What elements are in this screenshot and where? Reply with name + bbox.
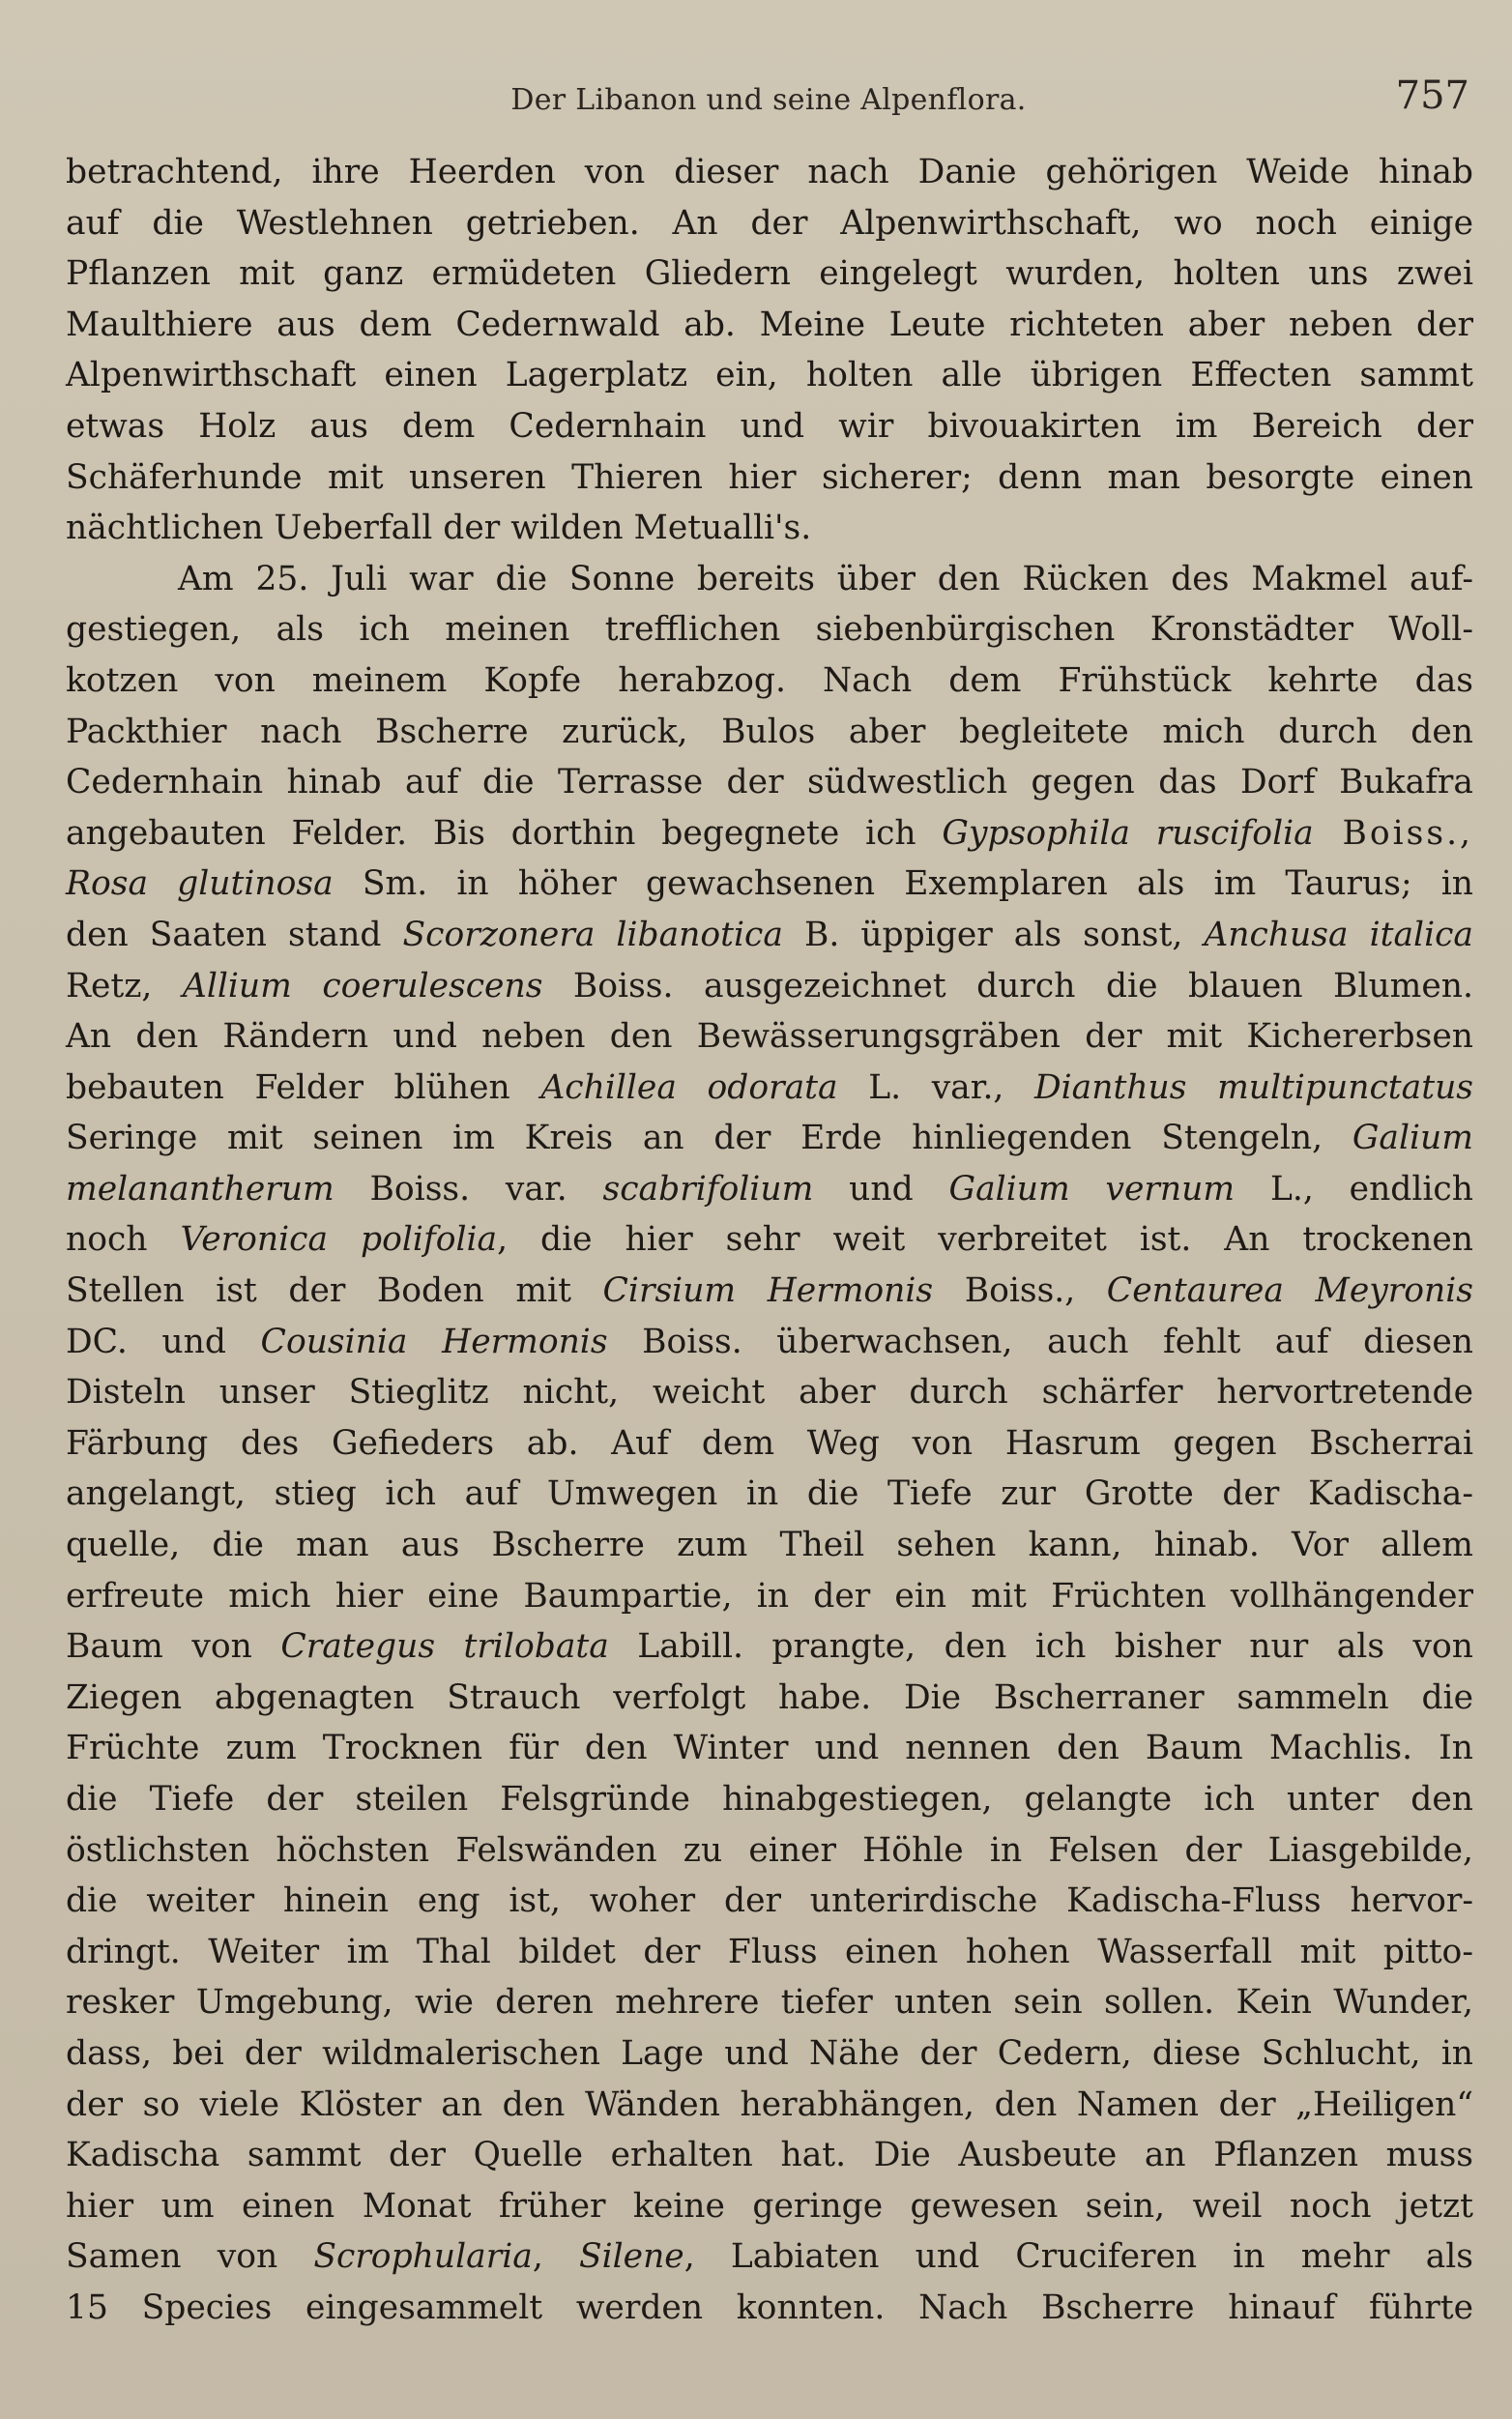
species-name: Allium coerulescens (182, 966, 543, 1005)
text-line: die Tiefe der steilen Felsgründe hinabgestiegen, gelangte ich unter den (66, 1780, 1473, 1819)
species-name: scabrifolium (602, 1169, 814, 1209)
text-line: der so viele Klöster an den Wänden herabhängen, den Namen der „Heiligen“ (66, 2084, 1473, 2124)
text-line: Maulthiere aus dem Cedernwald ab. Meine Leute richteten aber neben der (66, 305, 1473, 344)
species-name: Scrophularia (313, 2237, 533, 2277)
text-line: kotzen von meinem Kopfe herabzog. Nach dem Frühstück kehrte das (66, 660, 1473, 700)
text-line: 15 Species eingesammelt werden konnten. Nach Bscherre hinauf führte (66, 2288, 1473, 2327)
text-run: Labill. prangte, den ich bisher nur als von (608, 1627, 1473, 1667)
text-run: Stellen ist der Boden mit (66, 1271, 603, 1311)
species-name: Gypsophila ruscifolia (942, 813, 1314, 853)
page-number: 757 (1395, 73, 1469, 118)
text-line: Färbung des Gefieders ab. Auf dem Weg von Hasrum gegen Bscherrai (66, 1423, 1473, 1463)
text-run: B. üppiger als sonst, (782, 915, 1205, 954)
text-line (66, 1317, 1473, 1368)
text-line: betrachtend, ihre Heerden von dieser nach Danie gehörigen Weide hinab (66, 153, 1473, 191)
text-line: Cedernhain hinab auf die Terrasse der südwestlich gegen das Dorf Bukafra (66, 763, 1473, 802)
text-run: L., endlich (1235, 1169, 1473, 1209)
text-run: Seringe mit seinen im Kreis an der Erde hinliegenden Stengeln, (66, 1119, 1352, 1158)
text-line: dringt. Weiter im Thal bildet der Fluss einen hohen Wasserfall mit pitto- (66, 1932, 1473, 1971)
text-line: östlichsten höchsten Felswänden zu einer Höhle in Felsen der Liasgebilde, (66, 1830, 1473, 1870)
text-line: etwas Holz aus dem Cedernhain und wir bivouakirten im Bereich der (66, 406, 1473, 446)
species-name: Veronica polifolia (180, 1220, 498, 1260)
text-line: Ziegen abgenagten Strauch verfolgt habe. Die Bscherraner sammeln die (66, 1677, 1473, 1717)
text-run: Boiss. var. (334, 1169, 603, 1209)
text-run: Boiss., (933, 1271, 1107, 1311)
text-line: Kadischa sammt der Quelle erhalten hat. Die Ausbeute an Pflanzen muss (66, 2136, 1473, 2175)
species-name: Rosa glutinosa (66, 864, 334, 904)
text-line: Pflanzen mit ganz ermüdeten Gliedern eingelegt wurden, holten uns zwei (66, 254, 1473, 294)
text-run: Samen von (66, 2237, 314, 2277)
text-line: resker Umgebung, wie deren mehrere tiefer unten sein sollen. Kein Wunder, (66, 1983, 1473, 2023)
text-line: nächtlichen Ueberfall der wilden Metualli's. (66, 509, 812, 548)
species-name: Centaurea Meyronis (1106, 1271, 1473, 1311)
text-line (66, 2231, 1473, 2283)
text-run: Boiss., (1313, 813, 1474, 853)
species-name: Silene (578, 2237, 684, 2277)
species-name: Anchusa italica (1204, 915, 1473, 954)
text-run: L. var., (837, 1067, 1034, 1107)
text-run: und (813, 1169, 949, 1209)
text-line: erfreute mich hier eine Baumpartie, in der ein mit Früchten vollhängender (66, 1576, 1473, 1616)
text-run: Retz, (66, 966, 183, 1005)
text-line (66, 910, 1473, 961)
text-line: quelle, die man aus Bscherre zum Theil sehen kann, hinab. Vor allem (66, 1526, 1473, 1565)
text-line (66, 808, 1473, 860)
text-line: Alpenwirthschaft einen Lagerplatz ein, holten alle übrigen Effecten sammt (66, 356, 1473, 395)
text-line: die weiter hinein eng ist, woher der unterirdische Kadischa-Fluss hervor- (66, 1881, 1473, 1921)
text-line: auf die Westlehnen getrieben. An der Alpenwirthschaft, wo noch einige (66, 203, 1473, 243)
text-line (66, 859, 1473, 910)
text-run: Boiss. überwachsen, auch fehlt auf diesen (607, 1322, 1473, 1361)
species-name: Cousinia Hermonis (260, 1322, 608, 1361)
species-name: Cirsium Hermonis (602, 1271, 934, 1311)
text-line: Disteln unser Stieglitz nicht, weicht aber durch schärfer hervortretende (66, 1373, 1473, 1413)
body-text (66, 147, 1473, 2334)
text-run: DC. und (66, 1322, 261, 1361)
running-head (68, 73, 1469, 120)
text-line: Am 25. Juli war die Sonne bereits über den Rücken des Makmel auf- (178, 559, 1473, 598)
text-line (66, 1063, 1473, 1114)
text-run: , (532, 2237, 579, 2277)
text-line: An den Rändern und neben den Bewässerungsgräben der mit Kichererbsen (66, 1017, 1473, 1057)
text-line: Schäferhunde mit unseren Thieren hier sicherer; denn man besorgte einen (66, 457, 1473, 497)
text-line: hier um einen Monat früher keine geringe gewesen sein, weil noch jetzt (66, 2186, 1473, 2226)
text-line: Früchte zum Trocknen für den Winter und nennen den Baum Machlis. In (66, 1729, 1473, 1768)
species-name: Achillea odorata (540, 1067, 838, 1107)
text-run: , Labiaten und Cruciferen in mehr als (683, 2237, 1474, 2277)
text-line: angelangt, stieg ich auf Umwegen in die Tiefe zur Grotte der Kadischa- (66, 1474, 1473, 1514)
species-name: Galium vernum (948, 1169, 1236, 1209)
text-line (66, 1214, 1473, 1266)
species-name: Galium (1352, 1119, 1473, 1158)
text-line (66, 1266, 1473, 1317)
text-line (66, 961, 1473, 1012)
text-run: bebauten Felder blühen (66, 1067, 541, 1107)
text-run: , die hier sehr weit verbreitet ist. An trockenen (497, 1220, 1474, 1260)
text-line: Packthier nach Bscherre zurück, Bulos aber begleitete mich durch den (66, 712, 1473, 751)
text-run: Sm. in höher gewachsenen Exemplaren als im Taurus; in (333, 864, 1473, 904)
text-run: den Saaten stand (66, 915, 403, 954)
text-line (66, 1164, 1473, 1215)
text-run: Baum von (66, 1627, 281, 1667)
species-name: melanantherum (66, 1169, 334, 1209)
running-title: Der Libanon und seine Alpenflora. (510, 83, 1027, 117)
text-run: noch (66, 1220, 181, 1260)
text-line: dass, bei der wildmalerischen Lage und Nähe der Cedern, diese Schlucht, in (66, 2033, 1473, 2073)
species-name: Crategus trilobata (280, 1627, 609, 1667)
text-run: Boiss. ausgezeichnet durch die blauen Blumen. (542, 966, 1473, 1005)
text-line: gestiegen, als ich meinen trefflichen siebenbürgischen Kronstädter Woll- (66, 610, 1473, 650)
text-run: angebauten Felder. Bis dorthin begegnete ich (66, 813, 943, 853)
species-name: Scorzonera libanotica (402, 915, 783, 954)
text-line (66, 1621, 1473, 1673)
text-line (66, 1113, 1473, 1164)
species-name: Dianthus multipunctatus (1033, 1067, 1474, 1107)
